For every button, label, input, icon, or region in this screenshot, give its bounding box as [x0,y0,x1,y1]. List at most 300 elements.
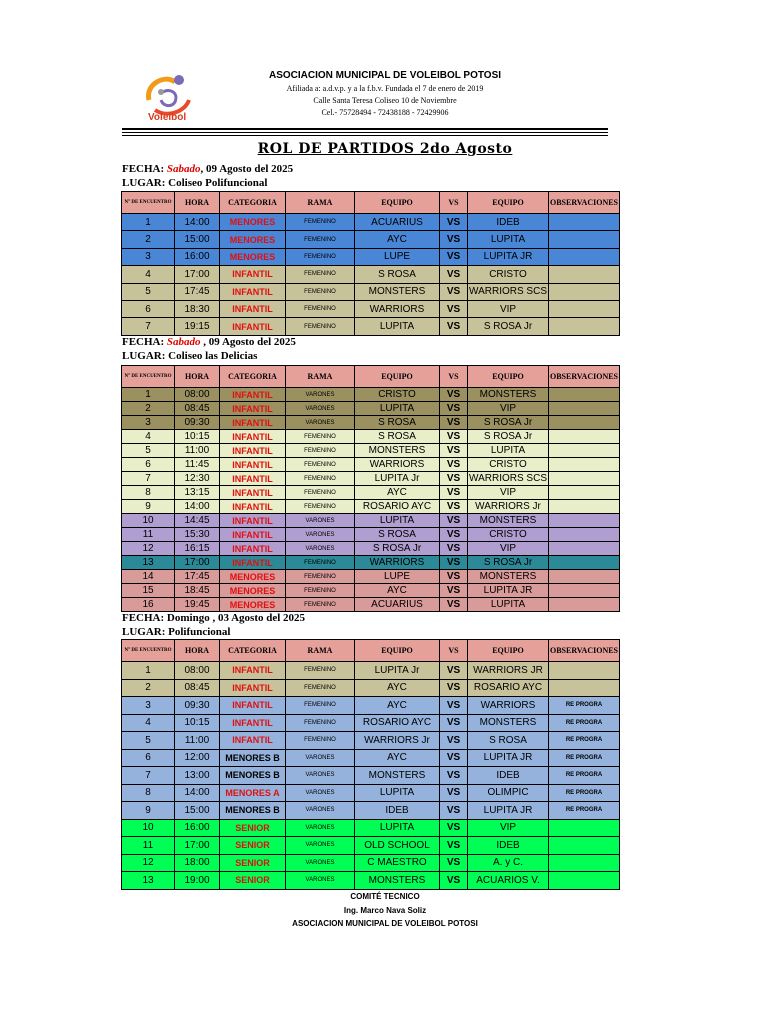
match-number: 13 [122,872,175,890]
vs-label: VS [440,486,468,500]
team-away: MONSTERS [468,514,549,528]
team-away: S ROSA Jr [468,430,549,444]
team-home: S ROSA [355,266,440,283]
match-category: INFANTIL [220,458,286,472]
table-row [122,732,620,750]
match-category: INFANTIL [220,388,286,402]
table-row [122,528,620,542]
session-date-value: Domingo , 03 Agosto del 2025 [166,612,306,624]
fecha-label: FECHA: [122,612,165,624]
match-time: 19:00 [175,872,220,890]
match-time: 10:15 [175,714,220,732]
match-observations [549,528,620,542]
match-number: 12 [122,854,175,872]
table-row [122,283,620,300]
match-time: 16:15 [175,542,220,556]
match-observations [549,266,620,283]
match-observations [549,819,620,837]
match-number: 8 [122,784,175,802]
table-row [122,514,620,528]
session-day: Sabado [166,336,201,348]
footer-org: ASOCIACION MUNICIPAL DE VOLEIBOL POTOSI [292,919,478,928]
match-branch: VARONES [286,784,355,802]
match-observations [549,458,620,472]
document-title: ROL DE PARTIDOS 2do Agosto [257,141,513,157]
match-observations [549,872,620,890]
match-time: 08:00 [175,388,220,402]
match-number: 3 [122,248,175,265]
match-branch: FEMENINO [286,556,355,570]
match-time: 17:00 [175,266,220,283]
team-home: LUPITA [355,819,440,837]
match-category: MENORES [220,248,286,265]
lugar-label: LUGAR: [122,177,166,189]
team-away: S ROSA [468,732,549,750]
team-home: MONSTERS [355,283,440,300]
match-time: 18:45 [175,584,220,598]
match-observations: RE PROGRA [549,714,620,732]
match-observations [549,300,620,317]
match-number: 3 [122,416,175,430]
table-row [122,458,620,472]
team-away: WARRIORS [468,697,549,715]
vs-label: VS [440,283,468,300]
session-date [122,163,293,175]
vs-label: VS [440,767,468,785]
fecha-label: FECHA: [122,336,165,348]
table-row [122,767,620,785]
team-away: A. y C. [468,854,549,872]
team-away: S ROSA Jr [468,318,549,335]
match-category: INFANTIL [220,514,286,528]
column-header-equipo2: EQUIPO [468,640,549,662]
team-away: ROSARIO AYC [468,679,549,697]
match-number: 3 [122,697,175,715]
team-away: LUPITA [468,598,549,612]
schedule-table [121,191,620,336]
match-observations: RE PROGRA [549,732,620,750]
match-branch: VARONES [286,528,355,542]
session-venue: Coliseo Polifuncional [168,177,268,189]
team-home: MONSTERS [355,444,440,458]
match-category: MENORES [220,214,286,231]
match-branch: FEMENINO [286,248,355,265]
team-away: S ROSA Jr [468,556,549,570]
match-time: 14:00 [175,500,220,514]
match-time: 18:00 [175,854,220,872]
match-branch: FEMENINO [286,231,355,248]
match-branch: VARONES [286,514,355,528]
match-branch: VARONES [286,872,355,890]
match-category: MENORES B [220,749,286,767]
team-away: LUPITA JR [468,248,549,265]
column-header-equipo1: EQUIPO [355,366,440,388]
vs-label: VS [440,266,468,283]
match-branch: VARONES [286,854,355,872]
match-observations [549,542,620,556]
team-away: VIP [468,300,549,317]
team-away: WARRIORS SCS [468,283,549,300]
vs-label: VS [440,214,468,231]
table-row [122,802,620,820]
session-venue: Polifuncional [168,626,231,638]
match-observations [549,854,620,872]
team-home: OLD SCHOOL [355,837,440,855]
match-number: 5 [122,444,175,458]
match-number: 7 [122,318,175,335]
match-observations [549,486,620,500]
match-observations [549,444,620,458]
match-observations [549,430,620,444]
vs-label: VS [440,528,468,542]
match-branch: FEMENINO [286,444,355,458]
match-observations [549,231,620,248]
vs-label: VS [440,697,468,715]
team-home: AYC [355,584,440,598]
footer-committee: COMITÉ TECNICO [350,892,420,901]
team-home: C MAESTRO [355,854,440,872]
vs-label: VS [440,872,468,890]
team-away: WARRIORS Jr [468,500,549,514]
table-row [122,430,620,444]
table-row [122,248,620,265]
match-branch: FEMENINO [286,598,355,612]
match-observations [549,500,620,514]
match-branch: VARONES [286,767,355,785]
team-home: IDEB [355,802,440,820]
table-row [122,388,620,402]
match-number: 5 [122,283,175,300]
column-header-observaciones: OBSERVACIONES [549,192,620,214]
match-observations: RE PROGRA [549,749,620,767]
match-branch: FEMENINO [286,486,355,500]
table-row [122,598,620,612]
match-branch: FEMENINO [286,584,355,598]
team-home: AYC [355,679,440,697]
table-row [122,472,620,486]
column-header-equipo2: EQUIPO [468,366,549,388]
team-home: LUPITA [355,514,440,528]
document-header [0,0,768,157]
vs-label: VS [440,598,468,612]
table-row [122,854,620,872]
footer-signatory: Ing. Marco Nava Soliz [343,906,427,915]
vs-label: VS [440,300,468,317]
match-category: INFANTIL [220,266,286,283]
fecha-label: FECHA: [122,163,165,175]
match-number: 5 [122,732,175,750]
table-row [122,697,620,715]
match-observations [549,584,620,598]
match-time: 12:30 [175,472,220,486]
match-number: 12 [122,542,175,556]
column-header-num: N° DE ENCUENTRO [122,192,175,214]
match-observations [549,283,620,300]
match-number: 6 [122,300,175,317]
team-away: VIP [468,542,549,556]
column-header-vs: VS [440,640,468,662]
team-away: MONSTERS [468,388,549,402]
match-observations [549,662,620,680]
team-home: S ROSA Jr [355,542,440,556]
vs-label: VS [440,318,468,335]
table-row [122,486,620,500]
team-home: ACUARIUS [355,598,440,612]
header-divider [122,135,608,136]
team-home: MONSTERS [355,872,440,890]
vs-label: VS [440,388,468,402]
session-day: Sabado [166,163,201,175]
match-category: SENIOR [220,872,286,890]
column-header-hora: HORA [175,640,220,662]
column-header-hora: HORA [175,366,220,388]
match-branch: FEMENINO [286,714,355,732]
session-venue: Coliseo las Delicias [168,350,258,362]
lugar-label: LUGAR: [122,350,166,362]
match-branch: FEMENINO [286,458,355,472]
match-category: INFANTIL [220,697,286,715]
match-branch: FEMENINO [286,430,355,444]
vs-label: VS [440,556,468,570]
team-away: IDEB [468,837,549,855]
column-header-num: N° DE ENCUENTRO [122,640,175,662]
match-category: INFANTIL [220,679,286,697]
vs-label: VS [440,854,468,872]
match-category: MENORES [220,231,286,248]
match-time: 13:00 [175,767,220,785]
table-row [122,819,620,837]
session-date-value: , 09 Agosto del 2025 [200,336,296,348]
team-home: LUPITA Jr [355,472,440,486]
match-time: 11:00 [175,732,220,750]
match-category: MENORES [220,570,286,584]
vs-label: VS [440,662,468,680]
vs-label: VS [440,444,468,458]
vs-label: VS [440,714,468,732]
team-home: AYC [355,697,440,715]
team-away: S ROSA Jr [468,416,549,430]
match-category: MENORES A [220,784,286,802]
match-category: SENIOR [220,837,286,855]
vs-label: VS [440,472,468,486]
vs-label: VS [440,749,468,767]
table-row [122,444,620,458]
vs-label: VS [440,500,468,514]
match-observations [549,570,620,584]
match-number: 14 [122,570,175,584]
team-home: LUPITA [355,402,440,416]
match-branch: FEMENINO [286,472,355,486]
match-number: 4 [122,714,175,732]
match-branch: FEMENINO [286,300,355,317]
vs-label: VS [440,542,468,556]
vs-label: VS [440,802,468,820]
match-number: 4 [122,266,175,283]
table-row [122,231,620,248]
match-category: MENORES [220,598,286,612]
table-row [122,584,620,598]
table-row [122,662,620,680]
team-home: ROSARIO AYC [355,714,440,732]
match-category: INFANTIL [220,416,286,430]
table-row [122,542,620,556]
logo-text: Voleibol [148,112,187,123]
match-time: 14:00 [175,784,220,802]
match-branch: FEMENINO [286,318,355,335]
match-time: 18:30 [175,300,220,317]
match-branch: FEMENINO [286,500,355,514]
match-number: 6 [122,458,175,472]
column-header-hora: HORA [175,192,220,214]
match-number: 2 [122,231,175,248]
vs-label: VS [440,837,468,855]
team-away: MONSTERS [468,570,549,584]
match-category: MENORES B [220,767,286,785]
team-away: VIP [468,402,549,416]
column-header-observaciones: OBSERVACIONES [549,366,620,388]
match-number: 1 [122,662,175,680]
match-time: 15:00 [175,231,220,248]
match-branch: VARONES [286,819,355,837]
match-branch: VARONES [286,749,355,767]
match-number: 6 [122,749,175,767]
column-header-num: N° DE ENCUENTRO [122,366,175,388]
team-home: WARRIORS [355,458,440,472]
match-branch: FEMENINO [286,662,355,680]
table-header-row [122,192,620,214]
table-row [122,214,620,231]
match-category: MENORES B [220,802,286,820]
org-address: Calle Santa Teresa Coliseo 10 de Noviembre [313,96,457,105]
team-away: MONSTERS [468,714,549,732]
match-branch: VARONES [286,837,355,855]
match-category: INFANTIL [220,300,286,317]
team-away: CRISTO [468,266,549,283]
table-row [122,570,620,584]
column-header-equipo1: EQUIPO [355,640,440,662]
vs-label: VS [440,416,468,430]
team-home: LUPITA Jr [355,662,440,680]
vs-label: VS [440,402,468,416]
match-number: 11 [122,837,175,855]
match-category: INFANTIL [220,732,286,750]
match-branch: FEMENINO [286,266,355,283]
match-time: 19:15 [175,318,220,335]
table-header-row [122,640,620,662]
match-category: INFANTIL [220,430,286,444]
match-category: INFANTIL [220,500,286,514]
session-location [122,350,257,362]
match-observations [549,556,620,570]
match-time: 17:00 [175,837,220,855]
table-row [122,266,620,283]
table-row [122,872,620,890]
match-category: INFANTIL [220,714,286,732]
org-affiliation: Afiliada a: a.d.v.p. y a la f.b.v. Fundada el 7 de enero de 2019 [286,84,484,93]
match-number: 1 [122,388,175,402]
table-header-row [122,366,620,388]
team-away: LUPITA [468,444,549,458]
match-branch: FEMENINO [286,697,355,715]
match-observations: RE PROGRA [549,697,620,715]
match-category: INFANTIL [220,444,286,458]
match-time: 09:30 [175,697,220,715]
header-divider [122,132,608,133]
match-category: INFANTIL [220,472,286,486]
match-observations: RE PROGRA [549,767,620,785]
match-category: INFANTIL [220,542,286,556]
match-category: INFANTIL [220,556,286,570]
team-away: WARRIORS JR [468,662,549,680]
match-time: 08:00 [175,662,220,680]
table-row [122,749,620,767]
match-number: 10 [122,819,175,837]
team-away: LUPITA JR [468,749,549,767]
vs-label: VS [440,819,468,837]
column-header-categoria: CATEGORIA [220,366,286,388]
team-home: CRISTO [355,388,440,402]
match-time: 14:45 [175,514,220,528]
match-time: 11:45 [175,458,220,472]
match-branch: FEMENINO [286,214,355,231]
vs-label: VS [440,732,468,750]
match-branch: VARONES [286,416,355,430]
header-divider [122,128,608,130]
team-home: AYC [355,486,440,500]
team-home: MONSTERS [355,767,440,785]
match-observations [549,214,620,231]
team-away: IDEB [468,214,549,231]
table-row [122,837,620,855]
match-observations [549,318,620,335]
team-away: CRISTO [468,528,549,542]
match-observations: RE PROGRA [549,784,620,802]
match-number: 2 [122,402,175,416]
match-observations [549,679,620,697]
match-observations [549,248,620,265]
match-time: 16:00 [175,248,220,265]
vs-label: VS [440,458,468,472]
match-observations [549,837,620,855]
match-category: SENIOR [220,819,286,837]
table-row [122,714,620,732]
match-time: 15:00 [175,802,220,820]
column-header-rama: RAMA [286,192,355,214]
match-number: 1 [122,214,175,231]
schedule-table [121,365,620,612]
column-header-equipo2: EQUIPO [468,192,549,214]
match-number: 7 [122,767,175,785]
team-home: AYC [355,231,440,248]
team-away: LUPITA JR [468,584,549,598]
match-number: 8 [122,486,175,500]
team-home: WARRIORS [355,300,440,317]
team-home: LUPITA [355,784,440,802]
match-branch: FEMENINO [286,283,355,300]
match-branch: FEMENINO [286,570,355,584]
match-category: SENIOR [220,854,286,872]
match-time: 17:45 [175,283,220,300]
column-header-categoria: CATEGORIA [220,640,286,662]
team-away: ACUARIOS V. [468,872,549,890]
table-row [122,416,620,430]
match-time: 13:15 [175,486,220,500]
org-phones: Cel.- 75728494 - 72438188 - 72429906 [321,108,449,117]
match-category: MENORES [220,584,286,598]
match-number: 9 [122,802,175,820]
team-home: LUPE [355,248,440,265]
match-category: INFANTIL [220,318,286,335]
